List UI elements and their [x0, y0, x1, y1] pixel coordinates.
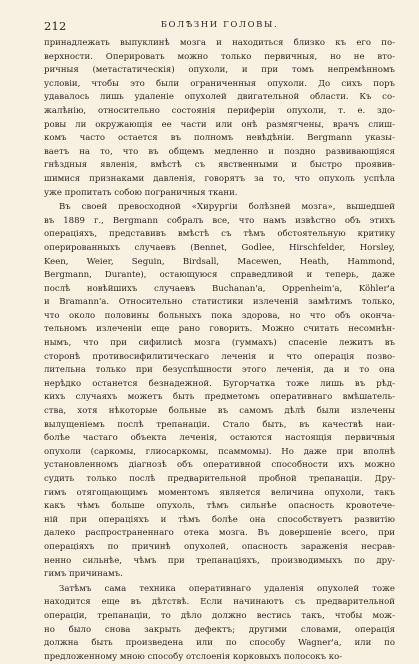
text-line: уже пропитать собою пограничныя ткани.: [44, 187, 238, 198]
page-number: 212: [44, 19, 67, 33]
running-title: БОЛѢЗНИ ГОЛОВЫ.: [160, 20, 279, 30]
text-line: ровы ли окружающія ее части или онѣ размягчены, врачъ слиш-: [44, 119, 395, 130]
text-line: операціяхъ, представивъ вмѣстѣ съ тѣмъ обстоятельную критику: [44, 229, 395, 240]
text-line: принадлежать выпуклинѣ мозга и находиться близко къ его по-: [44, 38, 395, 48]
text-line: и Bramann'а. Относительно статистики излеченій замѣтимъ только,: [44, 297, 395, 308]
text-line: какъ чѣмъ больше опухоль, тѣмъ сильнѣе опасность кровотече-: [44, 501, 395, 512]
text-line: нерѣдко останется безнадежной. Бугорчатка тоже лишь въ рѣд-: [44, 378, 395, 389]
text-line: ричныя (метастатическія) опухоли, и при томъ непремѣнномъ: [44, 65, 395, 76]
text-line: оперированныхъ случаевъ (Bennet, Godlee, Hirschfelder, Horsley,: [44, 242, 395, 253]
text-line: но было снова закрыть дефектъ; другими словами, операція: [44, 624, 395, 635]
text-line: гимъ отягощающимъ моментомъ является величина опухоли, такъ: [44, 487, 395, 498]
text-line: операціи, трепанаціи, то дѣло должно вестись такъ, чтобы мож-: [44, 610, 395, 621]
text-line: Keen, Weier, Seguin, Birdsall, Macewen, Heath, Hammond,: [44, 256, 395, 267]
text-line: удавалось лишь удаленіе опухолей двигательной области. Къ со-: [44, 92, 395, 103]
text-line: тельномъ излеченіи еще рано говорить. Можно считать несомнѣн-: [44, 324, 395, 335]
text-line: гимъ причинамъ.: [44, 569, 123, 580]
text-line: послѣ новѣйшихъ случаевъ Buchanan'а, Oppenheim'а, Köhler'а: [44, 283, 395, 294]
text-line: находится еще въ дѣтствѣ. Если начинаютъ съ предварительной: [44, 597, 395, 608]
text-line: гнѣздныя явленія, вмѣстѣ съ явственными и быстро проявив-: [44, 160, 395, 171]
text-line: ства, хотя нѣкоторые больные въ самомъ дѣлѣ были излечены: [44, 406, 395, 417]
text-line: ваетъ на то, что въ общемъ медленно и поздно развивающіяся: [44, 146, 395, 157]
text-line: шимися признаками давленія, говорятъ за то, что опухоль успѣла: [44, 173, 395, 184]
text-line: жалѣнію, относительно состоянія периферіи опухоли, т. е. здо-: [44, 105, 395, 116]
text-line: предложенному мною способу отслоенія корковыхъ полосокъ ко-: [44, 651, 343, 662]
text-line: опухоли (саркомы, глиосаркомы, псаммомы). Но даже при вполнѣ: [44, 446, 395, 457]
text-line: ненно сильнѣе, чѣмъ при трепанаціяхъ, производимыхъ по дру-: [44, 555, 395, 566]
paragraph: [44, 37, 395, 200]
text-line: условіи, чтобы это были ограниченныя опухоли. До сихъ поръ: [44, 78, 395, 89]
text-line: Затѣмъ сама техника оперативнаго удаленія опухолей тоже: [59, 583, 395, 594]
text-line: что около половины больныхъ пока здорова, но что объ оконча-: [44, 310, 395, 321]
text-line: нымъ, что при сифилисѣ мозга (гуммахъ) спасеніе лежитъ въ: [44, 338, 395, 349]
text-line: судить только послѣ предварительной пробной трепанаціи. Дру-: [44, 474, 395, 484]
paragraph: [44, 201, 395, 582]
text-line: вылущеніемъ послѣ трепанаціи. Стало быть, въ качествѣ наи-: [44, 419, 395, 430]
text-line: сторонѣ противосифилитическаго леченія и что операція позво-: [44, 351, 395, 362]
text-line: Въ своей превосходной «Хирургіи болѣзней мозга», вышедшей: [59, 202, 395, 213]
text-line: должна быть произведена или по способу Wagner'а, или по: [44, 638, 395, 649]
text-line: операціяхъ по причинѣ опухолей, опасность зараженія несрав-: [44, 541, 395, 552]
text-line: въ 1889 г., Bergmann собралъ все, что намъ извѣстно объ этихъ: [44, 215, 395, 226]
page-header: [44, 19, 395, 33]
text-line: лительна только при безуспѣшности этого леченія, да и то она: [44, 365, 395, 376]
body-text: [44, 37, 395, 664]
text-line: ній при операціяхъ и тѣмъ болѣе она способствуетъ развитію: [44, 514, 395, 525]
text-line: болѣе частаго объекта леченія, остаются настоящія первичныя: [44, 433, 395, 444]
text-line: Bergmann, Durante), остающуюся справедливой и теперь, даже: [44, 270, 395, 281]
text-line: верхности. Оперировать можно только первичныя, но не вто-: [44, 51, 395, 62]
paragraph: [44, 583, 395, 664]
text-line: комъ часто остается въ полномъ невѣдѣніи. Bergmann указы-: [44, 133, 395, 144]
text-line: установленномъ діагнозѣ объ оперативной способности ихъ можно: [44, 460, 395, 471]
text-line: далеко распространеннаго отека мозга. Въ довершеніе всего, при: [44, 528, 395, 539]
text-line: кихъ случаяхъ можетъ быть предметомъ оперативнаго вмѣшатель-: [44, 392, 395, 403]
